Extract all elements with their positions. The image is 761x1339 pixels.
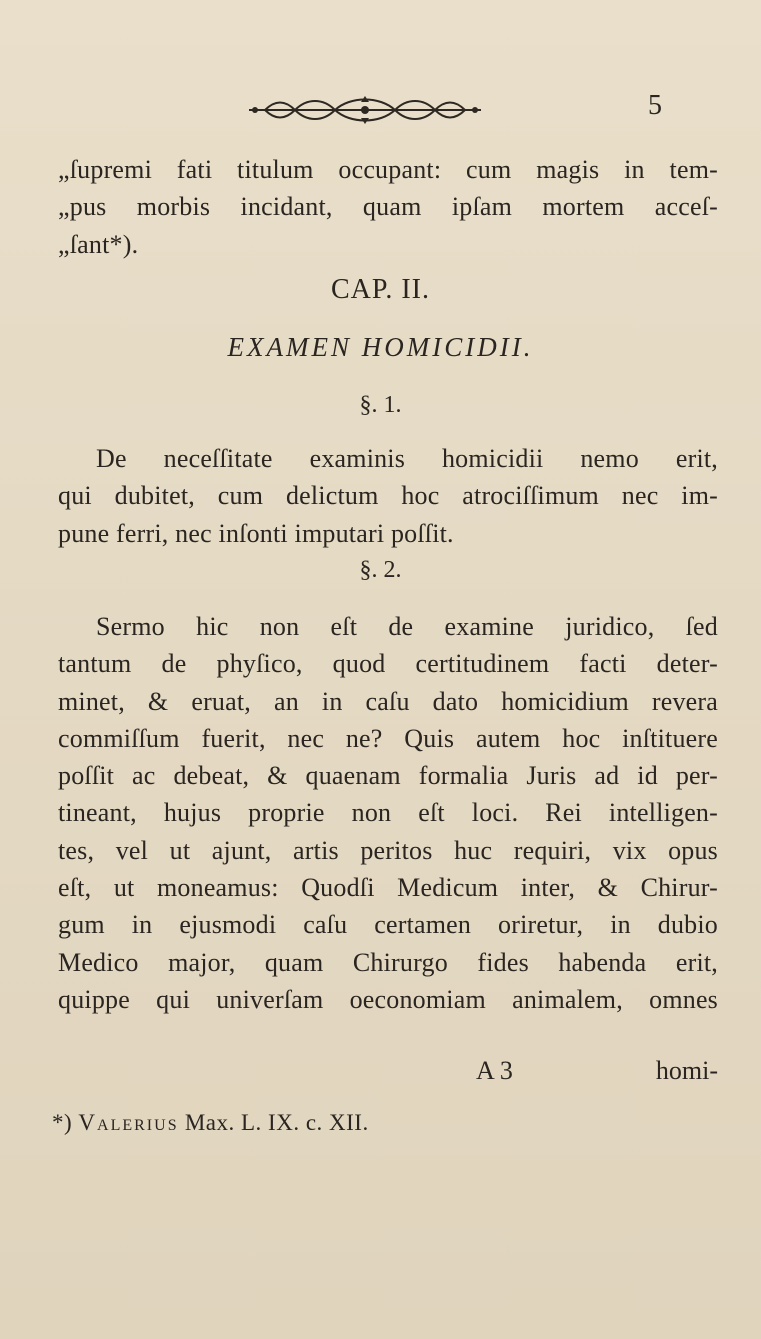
text-line: gum in ejusmodi caſu certamen oriretur, in dubio xyxy=(58,910,718,940)
text-line: Sermo hic non eſt de examine juridico, ſed xyxy=(96,612,718,641)
text-line: pune ferri, nec inſonti imputari poſſit. xyxy=(58,518,454,548)
text-line: Medico major, quam Chirurgo fides habenda erit, xyxy=(58,947,718,977)
catchword: homi- xyxy=(655,1056,718,1085)
footnote-marker: *) xyxy=(52,1110,73,1135)
text-line: tantum de phyſico, quod certitudinem facti deter- xyxy=(58,649,718,679)
page-footer-row xyxy=(58,1056,718,1092)
paragraph xyxy=(58,440,718,552)
chapter-heading: CAP. II. xyxy=(330,274,430,305)
text-line: „pus morbis incidant, quam ipſam mortem acceſ- xyxy=(58,192,718,222)
text-line: tes, vel ut ajunt, artis peritos huc requiri, vix opus xyxy=(58,835,718,865)
section-mark: §. 2. xyxy=(359,557,402,583)
text-line: De neceſſitate examinis homicidii nemo erit, xyxy=(96,444,718,473)
printer-ornament-icon xyxy=(245,92,485,128)
quote-continuation xyxy=(58,151,718,263)
signature-mark: A 3 xyxy=(476,1056,513,1085)
text-line: poſſit ac debeat, & quaenam formalia Juris ad id per- xyxy=(58,761,718,791)
text-line: eſt, ut moneamus: Quodſi Medicum inter, & Chirur- xyxy=(58,873,718,903)
paragraph xyxy=(58,608,718,1018)
footnote-reference: Max. L. IX. c. XII. xyxy=(184,1110,369,1135)
footnote-author: Valerius xyxy=(78,1110,179,1135)
text-line: tineant, hujus proprie non eſt loci. Rei intelligen- xyxy=(58,798,718,828)
text-line: „ſant*). xyxy=(58,229,139,259)
chapter-title: EXAMEN HOMICIDII. xyxy=(227,332,534,362)
page-number: 5 xyxy=(648,90,662,121)
section-mark: §. 1. xyxy=(359,392,402,418)
text-line: qui dubitet, cum delictum hoc atrociſſimum nec im- xyxy=(58,481,718,511)
text-line: quippe qui univerſam oeconomiam animalem, omnes xyxy=(58,984,718,1014)
text-line: „ſupremi fati titulum occupant: cum magis in tem- xyxy=(58,155,718,184)
text-line: commiſſum fuerit, nec ne? Quis autem hoc inſtituere xyxy=(58,723,718,753)
footnote xyxy=(52,1110,369,1136)
text-line: minet, & eruat, an in caſu dato homicidium revera xyxy=(58,686,718,716)
